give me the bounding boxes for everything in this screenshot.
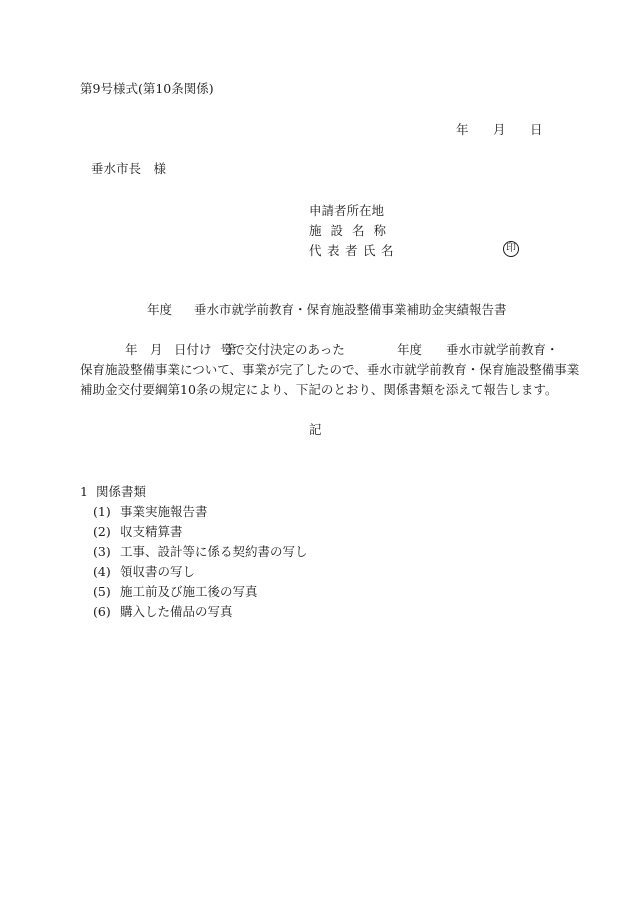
date-day-label: 日 [530,122,543,137]
date-month-label: 月 [493,122,506,137]
body-line-2: 保育施設整備事業について、事業が完了したので、垂水市就学前教育・保育施設整備事業 [80,362,580,377]
document-item [93,564,493,580]
item-text: 施工前及び施工後の写真 [120,584,258,599]
title-year-label: 年度 [147,302,173,317]
item-number: (3) [93,544,111,559]
applicant-address-label: 申請者所在地 [309,203,385,218]
section-label: 関係書類 [96,484,147,499]
body-dated: 日付け 第 [174,342,237,357]
item-text: 事業実施報告書 [120,504,208,519]
body-line-1 [0,342,630,358]
body-year: 年 [125,342,138,357]
item-number: (4) [93,564,111,579]
document-item [93,584,493,600]
document-item [93,524,493,540]
seal-mark: 印 [503,241,519,257]
body-line-3: 補助金交付要綱第10条の規定により、下記のとおり、関係書類を添えて報告します。 [80,382,558,397]
document-item [93,604,493,620]
section-number: 1 [80,484,88,499]
document-item [93,504,493,520]
item-text: 収支精算書 [120,524,183,539]
item-number: (5) [93,584,111,599]
item-number: (6) [93,604,111,619]
date-line [456,122,546,138]
document-title: 垂水市就学前教育・保育施設整備事業補助金実績報告書 [194,302,507,317]
body-fiscal-year: 年度 [397,342,423,357]
item-number: (2) [93,524,111,539]
applicant-facility-label: 施設名称 [309,223,396,238]
date-year-label: 年 [456,122,469,137]
body-number: 号で交付決定のあった [220,342,345,357]
applicant-representative-label: 代表者氏名 [309,243,400,258]
form-number: 第9号様式(第10条関係) [80,81,214,96]
body-month: 月 [150,342,163,357]
ki-marker: 記 [309,422,322,437]
item-text: 購入した備品の写真 [120,604,233,619]
document-item [93,544,493,560]
item-text: 工事、設計等に係る契約書の写し [120,544,308,559]
body-program: 垂水市就学前教育・ [446,342,559,357]
item-number: (1) [93,504,111,519]
item-text: 領収書の写し [120,564,196,579]
addressee: 垂水市長 様 [91,161,167,176]
